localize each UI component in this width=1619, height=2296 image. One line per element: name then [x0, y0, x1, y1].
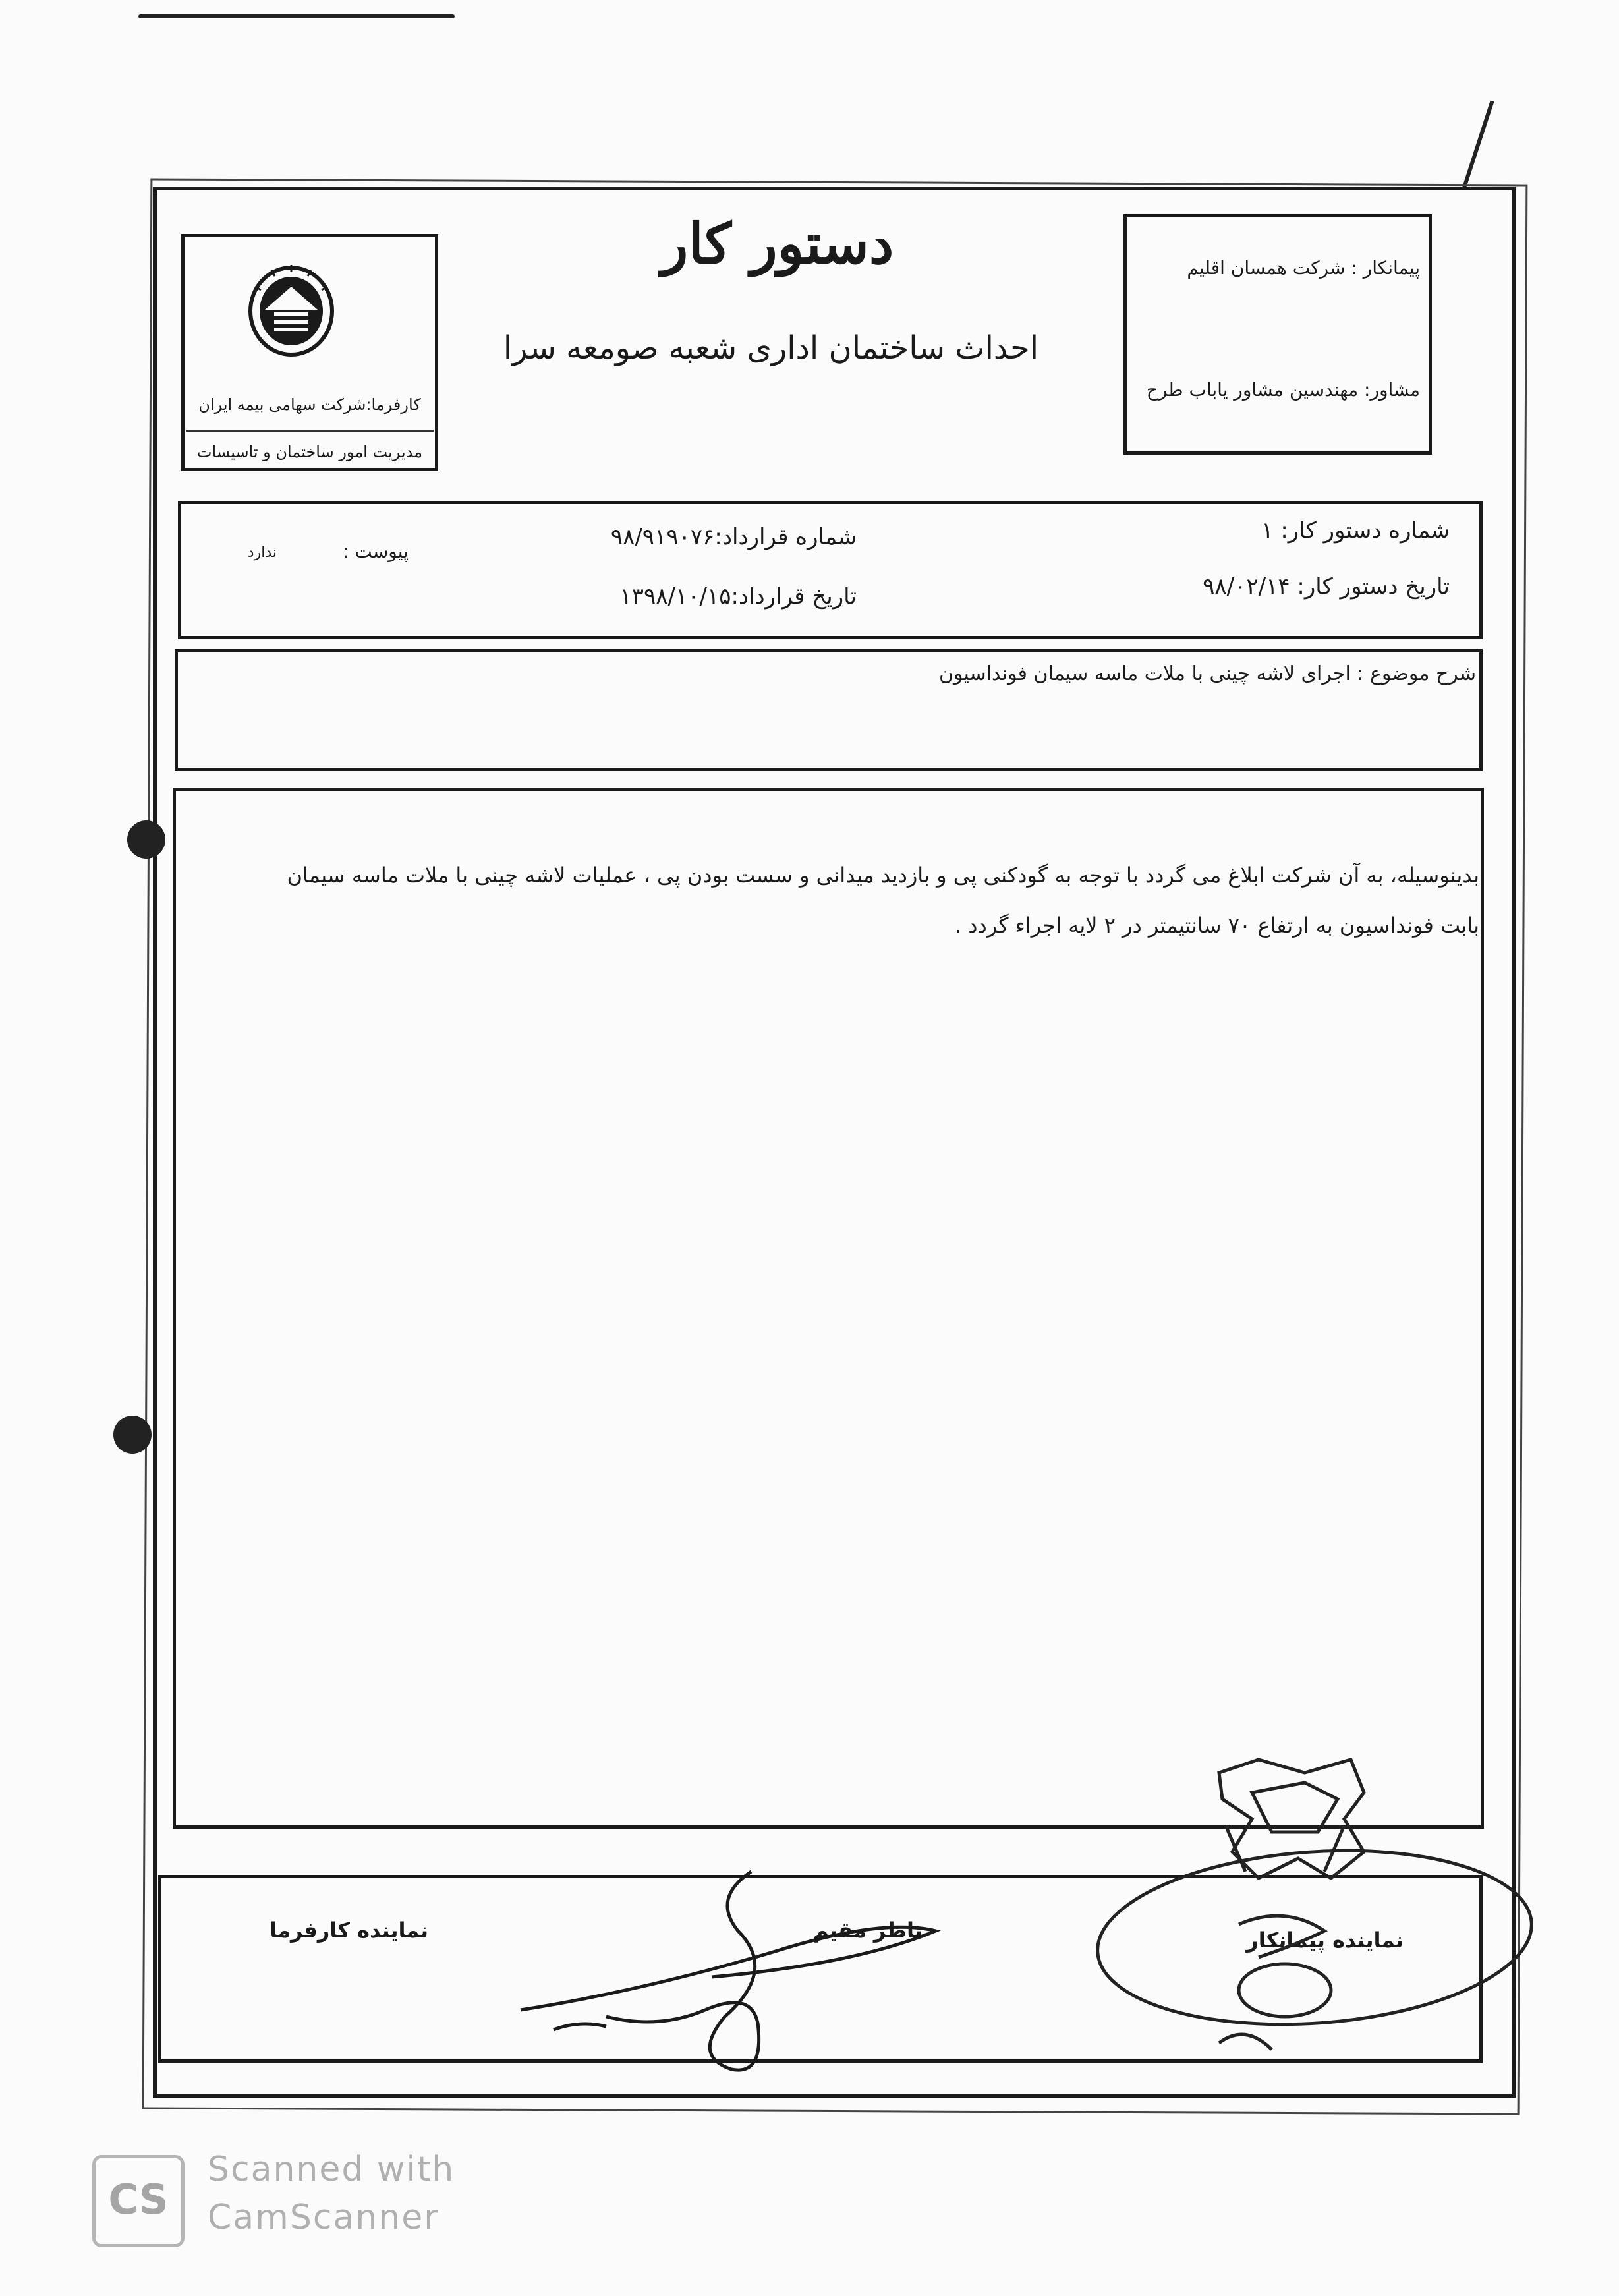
document-title: دستور کار	[661, 211, 894, 276]
insurance-emblem-icon	[245, 264, 337, 362]
resident-supervisor-label: ناظر مقیم	[812, 1918, 923, 1943]
top-scan-line	[138, 14, 455, 18]
supervisor-signature	[514, 1858, 988, 2096]
attachment-value: ندارد	[247, 544, 277, 561]
contractor-name: پیمانکار : شرکت همسان اقلیم	[1187, 257, 1420, 279]
work-order-date: تاریخ دستور کار: ۹۸/۰۲/۱۴	[1203, 573, 1450, 600]
contract-date: تاریخ قرارداد:۱۳۹۸/۱۰/۱۵	[619, 583, 857, 610]
watermark-line-2: CamScanner	[208, 2198, 440, 2237]
instruction-line-2: بابت فونداسیون به ارتفاع ۷۰ سانتیمتر در ۲ لایه اجراء گردد .	[954, 913, 1479, 938]
employer-representative-label: نماینده کارفرما	[270, 1918, 428, 1943]
pen-mark	[1462, 100, 1494, 189]
logo-divider	[186, 430, 434, 432]
binder-hole-top	[127, 820, 165, 859]
camscanner-logo: CS	[92, 2155, 185, 2247]
contractor-representative-label: نماینده پیمانکار	[1246, 1928, 1404, 1953]
subject-text: شرح موضوع : اجرای لاشه چینی با ملات ماسه سیمان فونداسیون	[938, 662, 1476, 685]
project-title: احداث ساختمان اداری شعبه صومعه سرا	[503, 330, 1039, 366]
contract-number: شماره قرارداد:۹۸/۹۱۹۰۷۶	[610, 524, 857, 550]
attachment-label: پیوست :	[343, 540, 409, 562]
consultant-name: مشاور: مهندسین مشاور یاباب طرح	[1146, 379, 1420, 401]
instruction-text	[198, 850, 1479, 950]
watermark-line-1: Scanned with	[208, 2150, 455, 2189]
binder-hole-bottom	[113, 1416, 152, 1454]
instruction-line-1: بدینوسیله، به آن شرکت ابلاغ می گردد با توجه به گودکنی پی و بازدید میدانی و سست بودن پی ، عملیات لاشه چینی با ملات ماسه سیمان	[287, 863, 1479, 888]
company-stamp	[1087, 1746, 1548, 2115]
work-order-number: شماره دستور کار: ۱	[1261, 517, 1450, 544]
parties-box	[1123, 214, 1432, 455]
logo-employer-name: کارفرما:شرکت سهامی بیمه ایران	[198, 395, 421, 414]
logo-department-name: مدیریت امور ساختمان و تاسیسات	[196, 443, 423, 461]
